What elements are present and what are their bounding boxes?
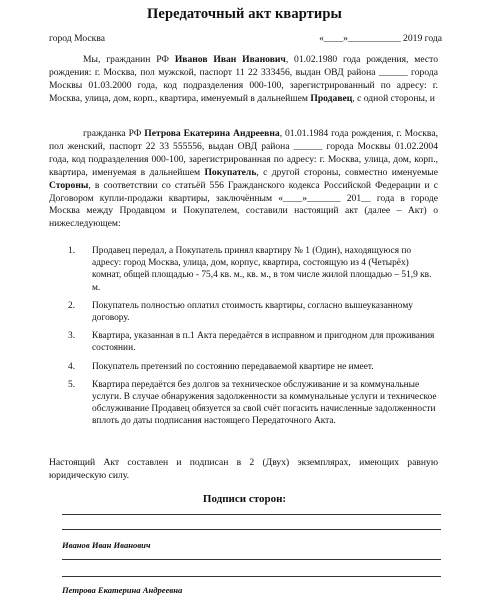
clause-list [49,245,438,434]
seller-text-2: , 01.02.1980 года рождения, место рождения: г. Москва, пол мужской, паспорт 11 22 333456, выдан ОВД района ______ города Москвы 01.03.2000 года, код подразделения 000-100, зарегистрированный по адресу: г. Москва, улица, дом, корп., квартира, именуемый в дальнейшем [49,54,438,104]
seller-text-3: , с одной стороны, и [352,92,435,104]
signature-line [62,529,441,530]
clause-text: Продавец передал, а Покупатель принял квартиру № 1 (Один), находящуюся по адресу: город Москва, улица, дом, корпус, квартира, состоящую из 4 (Четырёх) комнат, общей площадью - 75,4 кв. м., кв. м., в том числе жилой площадью – 51,9 кв. м. [92,246,432,293]
signatures-title: Подписи сторон: [202,493,287,505]
signature-line [62,514,441,515]
signature-line [62,559,441,560]
parties-term: Стороны [49,179,89,191]
buyer-text-4: , в соответствии со статьёй 556 Гражданского кодекса Российской Федерации и с Договором купли-продажи квартиры, заключённым «____»_______ 201__ года в городе Москва между Продавцом и Покупателем, составили настоящий акт (далее – Акт) о нижеследующем: [49,179,438,230]
clause-text: Квартира передаётся без долгов за техническое обслуживание и за коммунальные услуги. В случае обнаружения задолженности за коммунальные услуги и техническое обслуживание Продавец обязуется за свой счёт погасить начисленные задолженности вплоть до даты подписания настоящего Передаточного Акта. [92,379,437,427]
city: город Москва [49,33,105,44]
date: «____»___________ 2019 года [319,33,442,44]
buyer-name: Петрова Екатерина Андреевна [144,128,280,139]
clause-number: 4. [68,361,76,372]
seller-signature-name: Иванов Иван Иванович [62,540,151,550]
buyer-paragraph [49,128,438,231]
closing-paragraph: Настоящий Акт составлен и подписан в 2 (Двух) экземплярах, имеющих равную юридическую силу. [49,457,438,481]
buyer-role: Покупатель [204,166,257,178]
clause-number: 2. [68,300,76,311]
list-item [49,245,438,294]
buyer-text-2: , 01.01.1984 года рождения, г. Москва, пол женский, паспорт 22 33 555556, выдан ОВД района ______ города Москвы 01.02.2004 года, код подразделения 000-100, зарегистрированная по адресу: г. Москва, улица, дом, корп., квартира, именуемая в дальнейшем [49,128,438,178]
list-item [49,379,438,428]
list-item [49,330,438,354]
seller-text-1: Мы, гражданин РФ [83,54,175,65]
clause-text: Квартира, указанная в п.1 Акта передаётся в исправном и пригодном для проживания состоянии. [92,331,435,354]
clause-number: 3. [68,331,76,342]
list-item [49,361,438,373]
clause-text: Покупатель претензий по состоянию передаваемой квартире не имеет. [92,361,374,372]
signature-line [62,576,441,577]
buyer-text-1: гражданка РФ [83,128,145,139]
buyer-text-3: , с другой стороны, совместно именуемые [256,166,438,178]
city-date-line [49,33,442,44]
list-item [49,300,438,324]
clause-number: 1. [68,246,76,256]
seller-paragraph [49,54,438,106]
document-title: Передаточный акт квартиры [147,6,342,22]
clause-number: 5. [68,379,76,390]
buyer-signature-name: Петрова Екатерина Андреевна [62,585,183,595]
seller-role: Продавец [310,92,353,104]
clause-text: Покупатель полностью оплатил стоимость квартиры, согласно вышеуказанному договору. [92,300,413,324]
seller-name: Иванов Иван Иванович [174,54,286,65]
